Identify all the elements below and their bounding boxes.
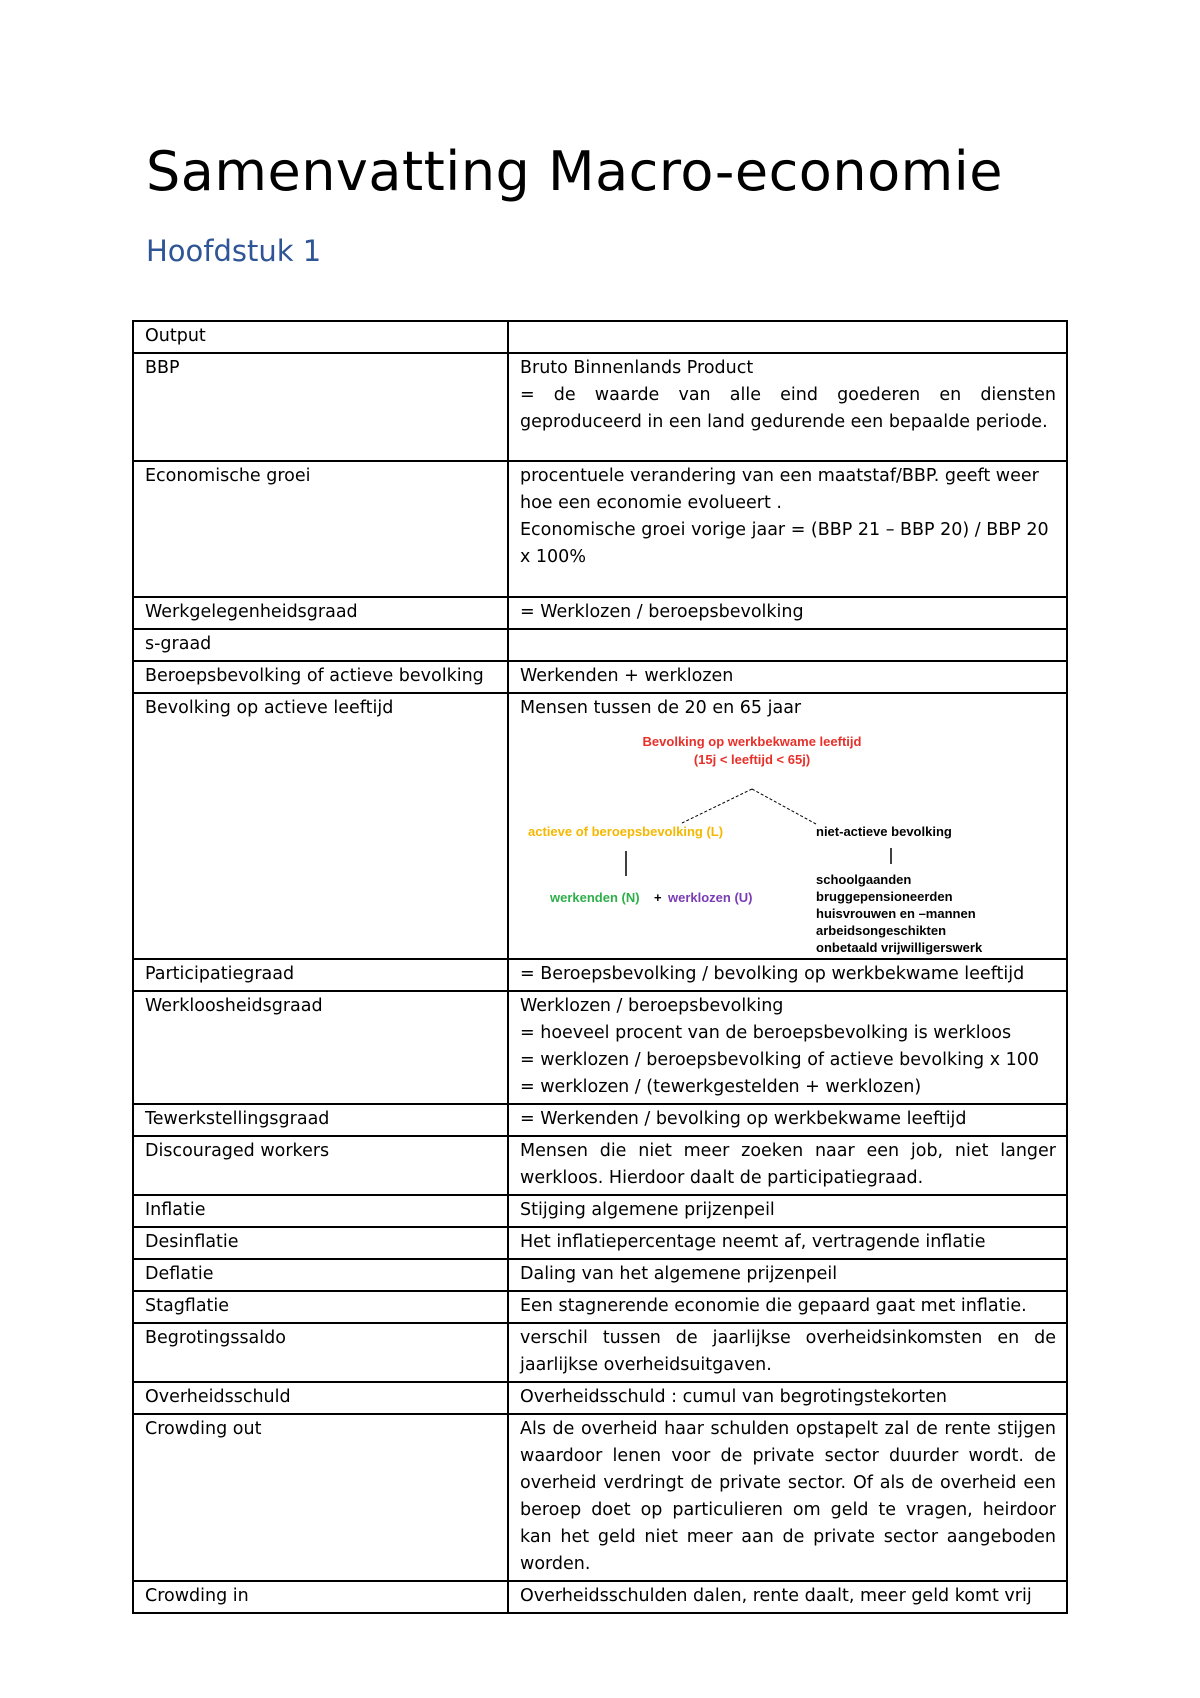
- table-row: [133, 1323, 1067, 1382]
- definition-cell: [508, 1104, 1067, 1136]
- definition-cell: [508, 661, 1067, 693]
- definition-cell: [508, 1227, 1067, 1259]
- definition-cell: [508, 321, 1067, 353]
- table-row: [133, 959, 1067, 991]
- definition-line: verschil tussen de jaarlijkse overheidsinkomsten en de jaarlijkse overheidsuitgaven.: [520, 1328, 1056, 1375]
- diagram-active-label: actieve of beroepsbevolking (L): [528, 824, 724, 839]
- term-cell: Crowding in: [133, 1581, 508, 1613]
- table-row: [133, 1581, 1067, 1613]
- definition-line: procentuele verandering van een maatstaf/BBP. geeft weer hoe een economie evolueert .: [520, 466, 1039, 513]
- glossary-table: [132, 320, 1068, 1614]
- chapter-heading: Hoofdstuk 1: [146, 234, 322, 268]
- term-cell: Beroepsbevolking of actieve bevolking: [133, 661, 508, 693]
- definition-line: Bruto Binnenlands Product: [520, 358, 754, 378]
- table-row: [133, 1382, 1067, 1414]
- definition-line: = Werklozen / beroepsbevolking: [520, 602, 804, 622]
- term-cell: Output: [133, 321, 508, 353]
- definition-cell: [508, 1259, 1067, 1291]
- term-cell: Deflatie: [133, 1259, 508, 1291]
- definition-line: = werklozen / beroepsbevolking of actieve bevolking x 100: [520, 1050, 1040, 1070]
- definition-cell: [508, 629, 1067, 661]
- table-row: [133, 1136, 1067, 1195]
- definition-line: Overheidsschulden dalen, rente daalt, meer geld komt vrij: [520, 1586, 1032, 1606]
- diagram-top-label: Bevolking op werkbekwame leeftijd: [642, 734, 862, 749]
- table-row: [133, 1414, 1067, 1581]
- term-cell: Overheidsschuld: [133, 1382, 508, 1414]
- diagram-inactive-item: bruggepensioneerden: [816, 889, 953, 904]
- definition-cell: [508, 461, 1067, 597]
- table-row: [133, 321, 1067, 353]
- definition-cell: [508, 1382, 1067, 1414]
- diagram-werkenden: werkenden (N): [550, 890, 640, 905]
- definition-cell: [508, 597, 1067, 629]
- diagram-inactive-item: onbetaald vrijwilligerswerk: [816, 940, 983, 955]
- definition-line: Mensen die niet meer zoeken naar een job, niet langer werkloos. Hierdoor daalt de participatiegraad.: [520, 1141, 1056, 1188]
- definition-line: Economische groei vorige jaar = (BBP 21 – BBP 20) / BBP 20 x 100%: [520, 520, 1049, 567]
- table-row: [133, 661, 1067, 693]
- diagram-branch-right: [752, 789, 816, 824]
- definition-line: Als de overheid haar schulden opstapelt zal de rente stijgen waardoor lenen voor de private sector duurder wordt. de overheid verdringt de private sector. Of als de overheid een beroep doet op particulieren om geld te vragen, heirdoor kan het geld niet meer aan de private sector aangeboden worden.: [520, 1419, 1056, 1574]
- term-cell: BBP: [133, 353, 508, 461]
- table-row: [133, 597, 1067, 629]
- table-row: [133, 1291, 1067, 1323]
- table-row: [133, 1227, 1067, 1259]
- term-cell: Desinflatie: [133, 1227, 508, 1259]
- diagram-plus: +: [654, 890, 662, 905]
- table-row: [133, 1195, 1067, 1227]
- definition-cell: [508, 353, 1067, 461]
- term-cell: Begrotingssaldo: [133, 1323, 508, 1382]
- term-cell: Stagflatie: [133, 1291, 508, 1323]
- definition-cell: [508, 1136, 1067, 1195]
- term-cell: Participatiegraad: [133, 959, 508, 991]
- definition-line: = Werkenden / bevolking op werkbekwame leeftijd: [520, 1109, 967, 1129]
- term-cell: Bevolking op actieve leeftijd: [133, 693, 508, 959]
- definition-cell: [508, 693, 1067, 959]
- definition-line: = Beroepsbevolking / bevolking op werkbekwame leeftijd: [520, 964, 1025, 984]
- diagram-inactive-item: schoolgaanden: [816, 872, 912, 887]
- table-row: [133, 461, 1067, 597]
- diagram-inactive-label: niet-actieve bevolking: [816, 824, 952, 839]
- diagram-inactive-item: arbeidsongeschikten: [816, 923, 947, 938]
- diagram-inactive-item: huisvrouwen en –mannen: [816, 906, 976, 921]
- definition-line: Overheidsschuld : cumul van begrotingstekorten: [520, 1387, 947, 1407]
- table-row: [133, 693, 1067, 959]
- diagram-werklozen: werklozen (U): [668, 890, 753, 905]
- table-row: [133, 353, 1067, 461]
- diagram-top-range: (15j < leeftijd < 65j): [693, 752, 811, 767]
- definition-cell: [508, 1414, 1067, 1581]
- term-cell: Crowding out: [133, 1414, 508, 1581]
- term-cell: Economische groei: [133, 461, 508, 597]
- term-cell: Inflatie: [133, 1195, 508, 1227]
- definition-line: [520, 323, 1056, 350]
- definition-line: = hoeveel procent van de beroepsbevolking is werkloos: [520, 1023, 1012, 1043]
- diagram-branch-left: [680, 789, 752, 824]
- definition-line: Stijging algemene prijzenpeil: [520, 1200, 775, 1220]
- table-row: [133, 1104, 1067, 1136]
- definition-line: Een stagnerende economie die gepaard gaat met inflatie.: [520, 1296, 1027, 1316]
- term-cell: Tewerkstellingsgraad: [133, 1104, 508, 1136]
- document-title: Samenvatting Macro-economie: [146, 140, 1003, 203]
- table-row: [133, 1259, 1067, 1291]
- definition-line: Werklozen / beroepsbevolking: [520, 996, 784, 1016]
- definition-line: = werklozen / (tewerkgestelden + werklozen): [520, 1077, 922, 1097]
- term-cell: Werkgelegenheidsgraad: [133, 597, 508, 629]
- population-diagram: [520, 724, 1080, 958]
- definition-cell: [508, 1323, 1067, 1382]
- definition-line: Werkenden + werklozen: [520, 666, 734, 686]
- definition-cell: [508, 1581, 1067, 1613]
- term-cell: Discouraged workers: [133, 1136, 508, 1195]
- definition-line: = de waarde van alle eind goederen en diensten geproduceerd in een land gedurende een bepaalde periode.: [520, 385, 1056, 432]
- definition-line: [520, 631, 1056, 658]
- table-row: [133, 991, 1067, 1104]
- definition-line: Daling van het algemene prijzenpeil: [520, 1264, 838, 1284]
- definition-cell: [508, 959, 1067, 991]
- definition-line: Het inflatiepercentage neemt af, vertragende inflatie: [520, 1232, 986, 1252]
- term-cell: Werkloosheidsgraad: [133, 991, 508, 1104]
- definition-cell: [508, 1195, 1067, 1227]
- table-row: [133, 629, 1067, 661]
- definition-line: Mensen tussen de 20 en 65 jaar: [520, 698, 802, 718]
- term-cell: s-graad: [133, 629, 508, 661]
- definition-cell: [508, 1291, 1067, 1323]
- definition-cell: [508, 991, 1067, 1104]
- population-diagram-svg: [520, 724, 1080, 958]
